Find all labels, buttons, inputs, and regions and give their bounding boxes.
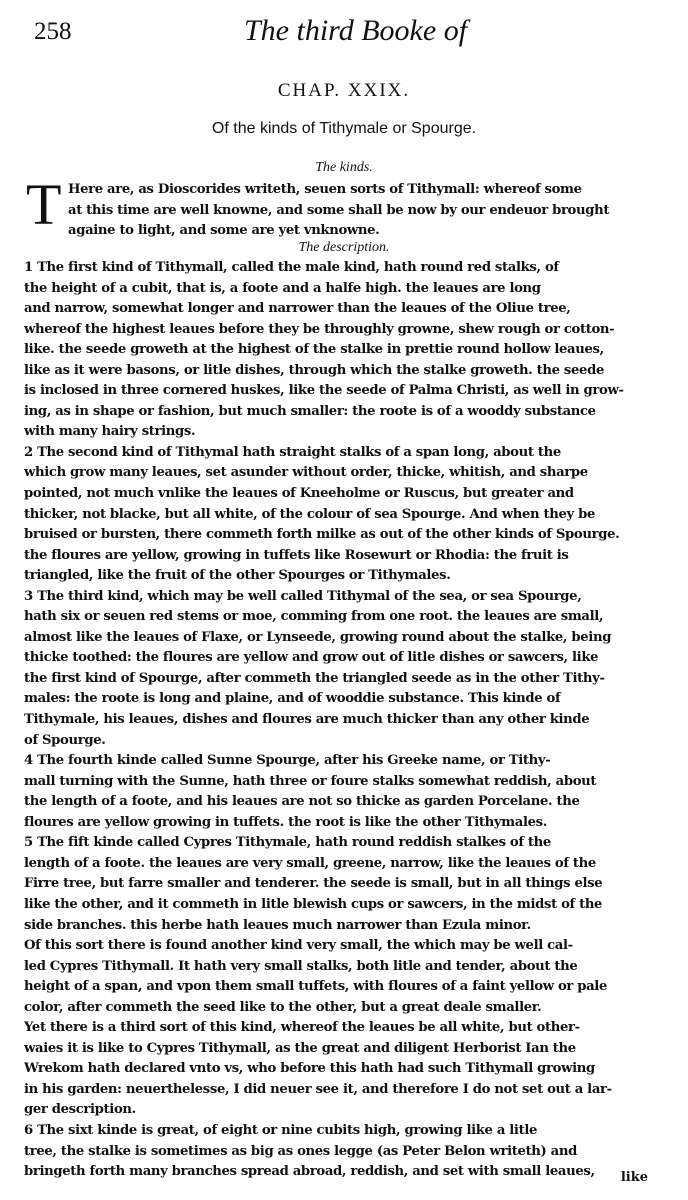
text-line: triangled, like the fruit of the other Spourges or Tithymales. (24, 568, 451, 584)
description-text (24, 258, 652, 1183)
kinds-heading: The kinds. (315, 160, 373, 175)
text-line: like as it were basons, or litle dishes, through which the stalke groweth. the seede (24, 362, 604, 378)
text-line: length of a foote. the leaues are very small, greene, narrow, like the leaues of the (24, 855, 596, 871)
text-line: tree, the stalke is sometimes as big as ones legge (as Peter Belon writeth) and (24, 1143, 577, 1159)
text-line: Wrekom hath declared vnto vs, who before this hath had such Tithymall growing (24, 1061, 595, 1077)
text-line: the first kind of Spourge, after commeth the triangled seede as in the other Tithy- (24, 670, 605, 686)
text-line: with many hairy strings. (24, 424, 196, 440)
text-line: Yet there is a third sort of this kind, whereof the leaues be all white, but other- (24, 1020, 580, 1036)
text-line: the floures are yellow, growing in tuffets like Rosewurt or Rhodia: the fruit is (24, 547, 569, 563)
text-line: hath six or seuen red stems or moe, comming from one root. the leaues are small, (24, 609, 604, 625)
text-line: againe to light, and some are yet vnknowne. (68, 223, 380, 239)
text-line: pointed, not much vnlike the leaues of Kneeholme or Ruscus, but greater and (24, 486, 574, 502)
drop-cap: T (26, 172, 62, 237)
catchword: like (620, 1170, 648, 1185)
text-line: color, after commeth the seed like to the other, but a great deale smaller. (24, 999, 542, 1015)
text-line: at this time are well knowne, and some shall be now by our endeuor brought (68, 202, 610, 218)
book-title: The third Booke of (244, 14, 468, 47)
text-line: in his garden: neuerthelesse, I did neuer see it, and therefore I do not set out a lar- (24, 1081, 612, 1097)
text-line: Tithymale, his leaues, dishes and floures are much thicker than any other kinde (24, 712, 590, 728)
text-line: thicke toothed: the floures are yellow and grow out of litle dishes or sawcers, like (24, 650, 599, 666)
text-line: ing, as in shape or fashion, but much smaller: the roote is of a wooddy substance (24, 403, 596, 419)
text-line: thicker, not blacke, but all white, of the colour of sea Spourge. And when they be (24, 506, 595, 522)
running-head (34, 14, 658, 54)
text-line: 4 The fourth kinde called Sunne Spourge, after his Greeke name, or Tithy- (24, 753, 551, 769)
text-line: almost like the leaues of Flaxe, or Lynseede, growing round about the stalke, being (24, 629, 612, 645)
intro-paragraph (24, 180, 652, 242)
page-number: 258 (34, 18, 72, 45)
text-line: led Cypres Tithymall. It hath very small stalks, both litle and tender, about the (24, 958, 578, 974)
text-line: 6 The sixt kinde is great, of eight or nine cubits high, growing like a litle (24, 1122, 538, 1138)
chapter-title: Of the kinds of Tithymale or Spourge. (211, 120, 477, 137)
text-line: Firre tree, but farre smaller and tenderer. the seede is small, but in all things else (24, 876, 603, 892)
text-line: mall turning with the Sunne, hath three or foure stalks somewhat reddish, about (24, 773, 597, 789)
text-line: males: the roote is long and plaine, and of wooddie substance. This kinde of (24, 691, 561, 707)
description-heading: The description. (298, 240, 390, 255)
text-line: bringeth forth many branches spread abroad, reddish, and set with small leaues, (24, 1164, 595, 1180)
text-line: like the other, and it commeth in litle blewish cups or sawcers, in the midst of the (24, 896, 603, 912)
text-line: bruised or bursten, there commeth forth milke as out of the other kinds of Spourge. (24, 527, 620, 543)
text-line: waies it is like to Cypres Tithymall, as the great and diligent Herborist Ian the (24, 1040, 576, 1056)
text-line: is inclosed in three cornered huskes, like the seede of Palma Christi, as well in grow- (24, 383, 624, 399)
text-line: the height of a cubit, that is, a foote and a halfe high. the leaues are long (24, 280, 541, 296)
text-line: of Spourge. (24, 732, 106, 748)
text-line: and narrow, somewhat longer and narrower than the leaues of the Oliue tree, (24, 301, 571, 317)
text-line: ger description. (24, 1102, 136, 1118)
text-line: floures are yellow growing in tuffets. the root is like the other Tithymales. (24, 814, 547, 830)
text-line: 1 The first kind of Tithymall, called the male kind, hath round red stalks, of (24, 260, 559, 275)
text-line: like. the seede groweth at the highest of the stalke in prettie round hollow leaues, (24, 342, 604, 358)
text-line: 2 The second kind of Tithymal hath straight stalks of a span long, about the (24, 444, 561, 460)
text-line: Here are, as Dioscorides writeth, seuen sorts of Tithymall: whereof some (68, 182, 582, 197)
text-line: height of a span, and vpon them small tuffets, with floures of a faint yellow or pale (24, 979, 608, 995)
text-line: the length of a foote, and his leaues are not so thicke as garden Porcelane. the (24, 794, 580, 810)
text-line: side branches. this herbe hath leaues much narrower than Ezula minor. (24, 917, 531, 933)
text-line: whereof the highest leaues before they be throughly growne, shew rough or cotton- (24, 321, 615, 337)
text-line: 3 The third kind, which may be well called Tithymal of the sea, or sea Spourge, (24, 588, 582, 604)
text-line: 5 The fift kinde called Cypres Tithymale, hath round reddish stalkes of the (24, 835, 551, 851)
text-line: Of this sort there is found another kind very small, the which may be well cal- (24, 938, 573, 954)
chapter-number: CHAP. XXIX. (277, 80, 411, 101)
text-line: which grow many leaues, set asunder without order, thicke, whitish, and sharpe (24, 465, 588, 481)
